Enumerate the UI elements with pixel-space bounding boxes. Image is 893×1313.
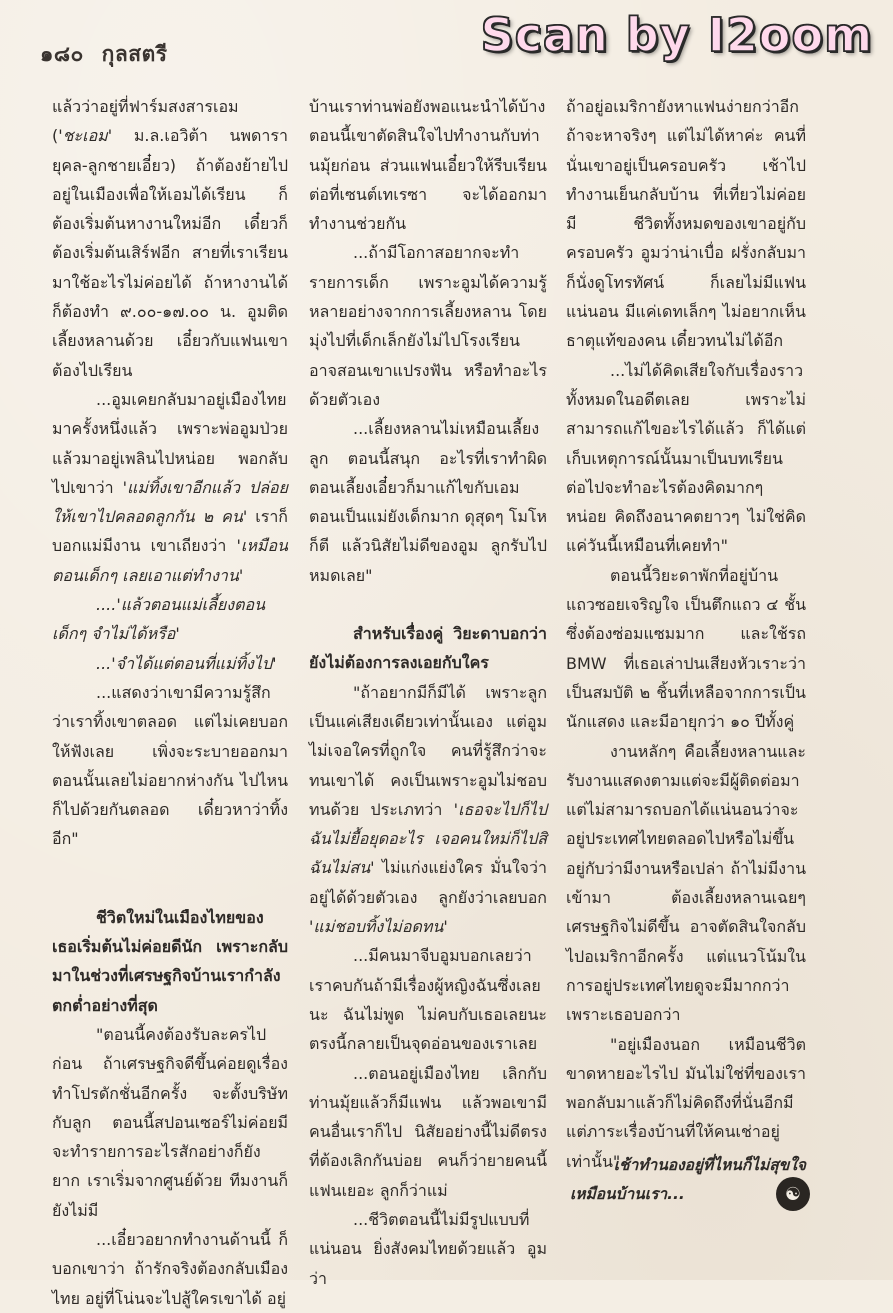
column-1: [52, 92, 288, 1313]
col2-paragraph-3: ...เลี้ยงหลานไม่เหมือนเลี้ยงลูก ตอนนี้สนุก อะไรที่เราทำผิดตอนเลี้ยงเอี๋ยวก็มาแก้ไขกับเอม ตอนเป็นแม่ยังเด็กมาก ดุสุดๆ โมโหก็ตี แล้วนิสัยไม่ดีของอูม ลูกรับไปหมดเลย": [309, 419, 547, 585]
col3-paragraph-5: "อยู่เมืองนอก เหมือนชีวิตขาดหายอะไรไป มันไม่ใช่ที่ของเรา พอกลับมาแล้วก็ไม่คิดถึงที่นั่นอีกมีแต่ภาระเรื่องบ้านที่ให้คนเช่าอยู่เท่านั้น": [566, 1034, 806, 1171]
col2-paragraph-6: ...ตอนอยู่เมืองไทย เลิกกับท่านมุ้ยแล้วก็มีแฟน แล้วพอเขามีคนอื่นเราก็ไป นิสัยอย่างนี้ไม่ดีตรงที่ต้องเลิกกันบ่อย คนก็ว่ายายคนนี้แฟนเยอะ ลูกก็ว่าแม่: [309, 1063, 547, 1200]
col2-paragraph-1: บ้านเราท่านพ่อยังพอแนะนำได้บ้าง ตอนนี้เขาตัดสินใจไปทำงานกับท่านมุ้ยก่อน ส่วนแฟนเอี๋ยวให้รีบเรียนต่อที่เซนต์เทเรซา จะได้ออกมาทำงานช่วยกัน: [309, 97, 547, 234]
col2-paragraph-5: ...มีคนมาจีบอูมบอกเลยว่าเราคบกันถ้ามีเรื่องผู้หญิงฉันซึ่งเลยนะ ฉันไม่พูด ไม่คบกับเธอเลยนะ ตรงนี้กลายเป็นจุดอ่อนของเราเลย: [309, 946, 547, 1054]
col3-paragraph-3: ตอนนี้วิยะดาพักที่อยู่บ้านแถวซอยเจริญใจ เป็นตึกแถว ๔ ชั้น ซึ่งต้องซ่อมแซมมาก และใช้รถ BMW ที่เธอเล่าปนเสียงหัวเราะว่า เป็นสมบัติ ๒ ชิ้นที่เหลือจากการเป็นนักแสดง และมีอายุกว่า ๑๐ ปีทั้งคู่: [566, 565, 806, 732]
col1-paragraph-2: ...อูมเคยกลับมาอยู่เมืองไทยมาครั้งหนึ่งแล้ว เพราะพ่ออูมป่วย แล้วมาอยู่เพลินไปหน่อย พอกลับไปเขาว่า 'แม่ทิ้งเขาอีกแล้ว ปล่อยให้เขาไปคลอดลูกกัน ๒ คน' เราก็บอกแม่มีงาน เขาเถียงว่า 'เหมือนตอนเด็กๆ เลยเอาแต่ทำงาน': [52, 389, 288, 585]
col1-paragraph-1: แล้วว่าอยู่ที่ฟาร์มสงสารเอม ('ชะเอม' ม.ล.เอวิต้า นพดารา ยุคล-ลูกชายเอี๋ยว) ถ้าต้องย้ายไปอยู่ในเมืองเพื่อให้เอมได้เรียน ก็ต้องเริ่มต้นหางานใหม่อีก เดี๋ยวก็ต้องเริ่มต้นเสิร์ฟอีก สายที่เราเรียนมาใช้อะไรไม่ค่อยได้ ถ้าหางานได้ก็ต้องทำ ๙.๐๐-๑๗.๐๐ น. อูมติดเลี้ยงหลานด้วย เอี๋ยวกับแฟนเขาต้องไปเรียน: [52, 97, 288, 380]
col3-paragraph-1: ถ้าอยู่อเมริกายังหาแฟนง่ายกว่าอีก ถ้าจะหาจริงๆ แต่ไม่ได้หาค่ะ คนที่นั่นเขาอยู่เป็นครอบครัว เช้าไปทำงานเย็นกลับบ้าน ที่เที่ยวไม่ค่อยมี ชีวิตทั้งหมดของเขาอยู่กับครอบครัว อูมว่าน่าเบื่อ ฝรั่งกลับมาก็นั่งดูโทรทัศน์ ก็เลยไม่มีแฟนแน่นอน มีแค่เดทเล็กๆ ไม่อยากเห็นธาตุแท้ของคน เดี๋ยวทนไม่ได้อีก: [566, 97, 806, 351]
col1-paragraph-4: ...'จำได้แต่ตอนที่แม่ทิ้งไป': [96, 653, 277, 673]
col3-paragraph-2: ...ไม่ได้คิดเสียใจกับเรื่องราวทั้งหมดในอดีตเลย เพราะไม่สามารถแก้ไขอะไรได้แล้ว ก็ได้แต่เก็บเหตุการณ์นั้นมาเป็นบทเรียน ต่อไปจะทำอะไรต้องคิดมากๆ หน่อย คิดถึงอนาคตยาวๆ ไม่ใช่คิดแค่วันนี้เหมือนที่เคยทำ": [566, 360, 806, 556]
scan-watermark: Scan by I2oom: [480, 8, 873, 62]
end-mark-icon: ☯: [776, 1177, 810, 1211]
col1-subheading: ชีวิตใหม่ในเมืองไทยของเธอเริ่มต้นไม่ค่อยดีนัก เพราะกลับมาในช่วงที่เศรษฐกิจบ้านเรากำลังตกต่ำอย่างที่สุด: [52, 907, 288, 1015]
page-number: ๑๘๐: [40, 42, 84, 66]
page-header: [40, 38, 178, 71]
column-3: [566, 92, 806, 1176]
col2-paragraph-7: ...ชีวิตตอนนี้ไม่มีรูปแบบที่แน่นอน ยิ่งสังคมไทยด้วยแล้ว อูมว่า: [309, 1209, 547, 1288]
col1-paragraph-5: ...แสดงว่าเขามีความรู้สึกว่าเราทิ้งเขาตลอด แต่ไม่เคยบอกให้ฟังเลย เพิ่งจะระบายออกมา ตอนนั้นเลยไม่อยากห่างกัน ไปไหนก็ไปด้วยกันตลอด เดี๋ยวหาว่าทิ้งอีก": [52, 682, 288, 849]
col2-paragraph-2: ...ถ้ามีโอกาสอยากจะทำรายการเด็ก เพราะอูมได้ความรู้หลายอย่างจากการเลี้ยงหลาน โดยมุ่งไปที่เด็กเล็กยังไม่ไปโรงเรียน อาจสอนเขาแปรงฟัน หรือทำอะไรด้วยตัวเอง: [309, 243, 547, 409]
col3-paragraph-4: งานหลักๆ คือเลี้ยงหลานและรับงานแสดงตามแต่จะมีผู้ติดต่อมา แต่ไม่สามารถบอกได้แน่นอนว่าจะอยู่ประเทศไทยตลอดไปหรือไม่ขึ้นอยู่กับว่ามีงานหรือเปล่า ถ้าไม่มีงานเข้ามา ต้องเลี้ยงหลานเฉยๆ เศรษฐกิจไม่ดีขึ้น อาจตัดสินใจกลับไปอเมริกาอีกครั้ง แต่แนวโน้มในการอยู่ประเทศไทยดูจะมีมากกว่า เพราะเธอบอกว่า: [566, 741, 806, 1025]
magazine-name: กุลสตรี: [101, 42, 168, 66]
closing-line-2: เหมือนบ้านเรา...: [570, 1185, 685, 1203]
col1-paragraph-3: ....'แล้วตอนแม่เลี้ยงตอนเด็กๆ จำไม่ได้หรือ': [52, 595, 266, 644]
col1-paragraph-6: "ตอนนี้คงต้องรับละครไปก่อน ถ้าเศรษฐกิจดีขึ้นค่อยดูเรื่องทำโปรดักชั่นอีกครั้ง จะตั้งบริษัทกับลูก ตอนนี้สปอนเซอร์ไม่ค่อยมี จะทำรายการอะไรสักอย่างก็ยังยาก เราเริ่มจากศูนย์ด้วย ทีมงานก็ยังไม่มี: [52, 1024, 288, 1220]
col1-paragraph-7: ...เอี๋ยวอยากทำงานด้านนี้ ก็บอกเขาว่า ถ้ารักจริงต้องกลับเมืองไทย อยู่ที่โน่นจะไปสู้ใครเขาได้ อยู่: [52, 1229, 288, 1308]
col2-paragraph-4: "ถ้าอยากมีก็มีได้ เพราะลูกเป็นแค่เสียงเดียวเท่านั้นเอง แต่อูมไม่เจอใครที่ถูกใจ คนที่รู้สึกว่าจะทนเขาได้ คงเป็นเพราะอูมไม่ชอบทนด้วย ประเภทว่า 'เธอจะไปก็ไป ฉันไม่ยื้อยุดอะไร เจอคนใหม่ก็ไปสิฉันไม่สน' ไม่แก่งแย่งใคร มั่นใจว่าอยู่ได้ด้วยตัวเอง ลูกยังว่าเลยบอก 'แม่ชอบทิ้งไม่อดทน': [309, 682, 547, 937]
col2-subheading: สำหรับเรื่องคู่ วิยะดาบอกว่ายังไม่ต้องการลงเอยกับใคร: [309, 624, 547, 673]
column-2: [309, 92, 547, 1293]
closing-line-1: เช้าทำนองอยู่ที่ไหนก็ไม่สุขใจ: [613, 1156, 806, 1174]
closing-remark: [566, 1151, 806, 1209]
